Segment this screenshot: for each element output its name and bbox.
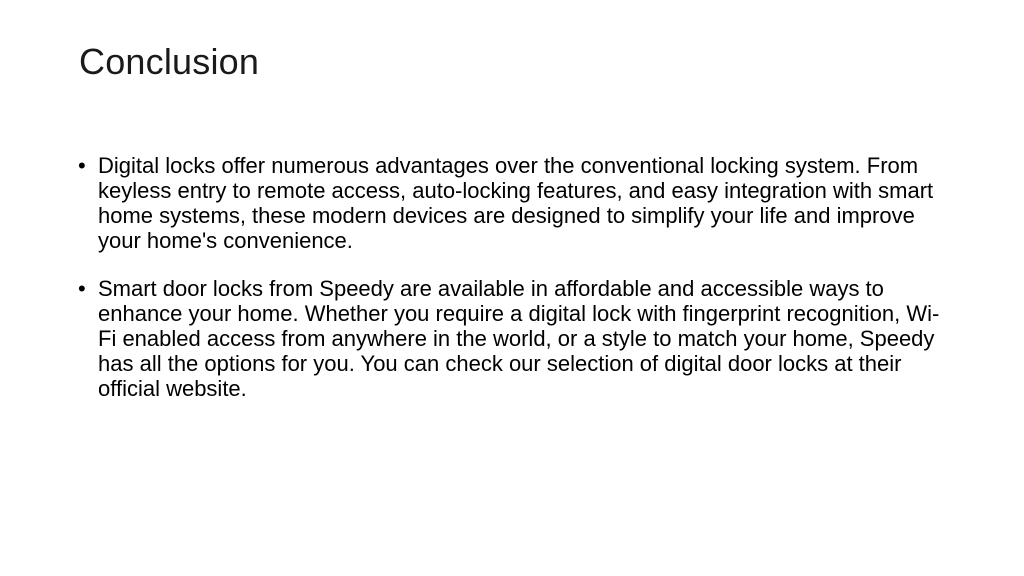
bullet-icon: • [78, 276, 86, 301]
bullet-text: Smart door locks from Speedy are available in affordable and accessible ways to enhance your home. Whether you require a digital lock with fingerprint recognition, Wi-Fi enabled access from anywhere in the world, or a style to match your home, Speedy has all the options for you. You can check our selection of digital door locks at their official website. [98, 276, 940, 401]
bullet-item [78, 153, 950, 253]
bullet-text: Digital locks offer numerous advantages over the conventional locking system. From keyless entry to remote access, auto-locking features, and easy integration with smart home systems, these modern devices are designed to simplify your life and improve your home's convenience. [98, 153, 934, 253]
bullet-list [78, 153, 950, 424]
bullet-item [78, 276, 950, 401]
slide-title: Conclusion [79, 41, 260, 82]
bullet-icon: • [78, 153, 86, 178]
